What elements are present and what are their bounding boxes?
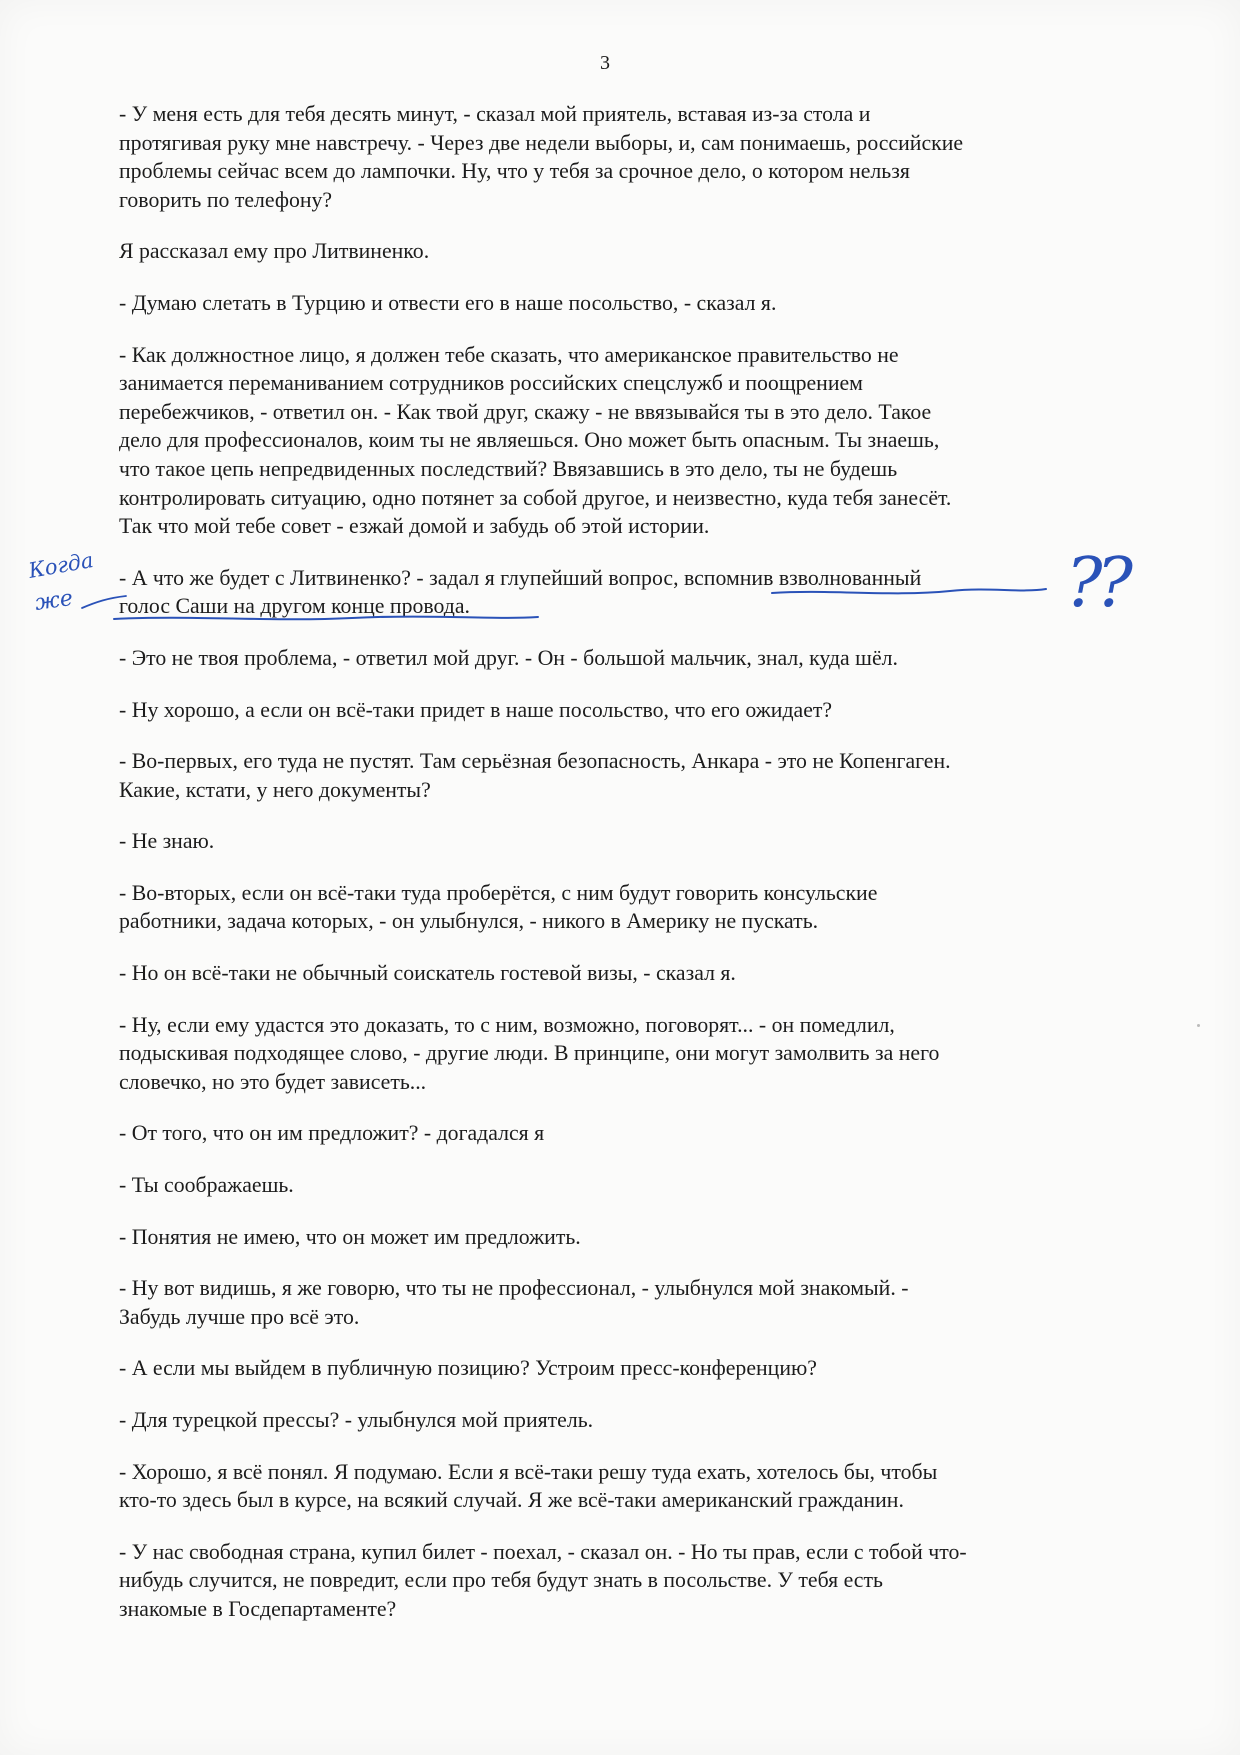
text-line: - Во-первых, его туда не пустят. Там серьёзная безопасность, Анкара - это не Копенгаген. <box>119 749 951 774</box>
text-line: говорить по телефону? <box>119 187 333 212</box>
text-line: знакомые в Госдепартаменте? <box>119 1596 397 1621</box>
text-line: - Ну, если ему удастся это доказать, то с ним, возможно, поговорят... - он помедлил, <box>119 1012 895 1037</box>
text-line: - А что же будет с Литвиненко? - задал я глупейший вопрос, вспомнив взволнованный <box>119 565 922 590</box>
paragraph <box>119 1458 1094 1515</box>
handwritten-margin-note <box>22 548 132 628</box>
question-marks-text: ?? <box>1066 544 1127 623</box>
paragraph <box>119 289 1094 318</box>
text-line: - А если мы выйдем в публичную позицию? Устроим пресс-конференцию? <box>119 1356 817 1381</box>
paragraph <box>119 564 1094 621</box>
paragraph <box>119 879 1094 936</box>
paragraph <box>119 827 1094 856</box>
text-line: работники, задача которых, - он улыбнулся, - никого в Америку не пускать. <box>119 909 819 934</box>
text-line: подыскивая подходящее слово, - другие люди. В принципе, они могут замолвить за него <box>119 1041 940 1066</box>
text-line: контролировать ситуацию, одно потянет за собой другое, и неизвестно, куда тебя занесёт. <box>119 485 952 510</box>
text-line: Забудь лучше про всё это. <box>119 1304 360 1329</box>
margin-note-line-2: же <box>33 585 75 616</box>
text-line: Какие, кстати, у него документы? <box>119 777 431 802</box>
text-line: проблемы сейчас всем до лампочки. Ну, что у тебя за срочное дело, о котором нельзя <box>119 159 910 184</box>
paragraph <box>119 1274 1094 1331</box>
paragraph <box>119 644 1094 673</box>
paragraph <box>119 1538 1094 1624</box>
text-line: словечко, но это будет зависеть... <box>119 1069 427 1094</box>
text-line: - У меня есть для тебя десять минут, - сказал мой приятель, вставая из-за стола и <box>119 102 871 126</box>
text-line: голос Саши на другом конце провода. <box>119 594 470 619</box>
paragraph <box>119 747 1094 804</box>
paragraph <box>119 1354 1094 1383</box>
paragraph <box>119 1011 1094 1097</box>
text-line: - Думаю слетать в Турцию и отвести его в наше посольство, - сказал я. <box>119 290 777 315</box>
paragraph <box>119 1406 1094 1435</box>
text-line: - Хорошо, я всё понял. Я подумаю. Если я всё-таки решу туда ехать, хотелось бы, чтобы <box>119 1459 938 1484</box>
text-line: - Понятия не имею, что он может им предложить. <box>119 1224 581 1249</box>
text-line: дело для профессионалов, коим ты не являешься. Оно может быть опасным. Ты знаешь, <box>119 428 940 453</box>
paragraph <box>119 341 1094 541</box>
text-line: - Не знаю. <box>119 829 215 854</box>
text-line: - Ты соображаешь. <box>119 1173 294 1198</box>
paragraph <box>119 237 1094 266</box>
text-line: - У нас свободная страна, купил билет - поехал, - сказал он. - Но ты прав, если с тобой что- <box>119 1539 967 1564</box>
text-line: - От того, что он им предложит? - догадался я <box>119 1121 545 1146</box>
text-line: - Это не твоя проблема, - ответил мой друг. - Он - большой мальчик, знал, куда шёл. <box>119 645 898 670</box>
document-body <box>119 100 1094 1647</box>
text-line: - Во-вторых, если он всё-таки туда проберётся, с ним будут говорить консульские <box>119 880 878 905</box>
text-line: - Как должностное лицо, я должен тебе сказать, что американское правительство не <box>119 342 899 367</box>
text-line: Так что мой тебе совет - езжай домой и забудь об этой истории. <box>119 514 710 539</box>
scan-speck <box>1197 1024 1200 1027</box>
text-line: протягивая руку мне навстречу. - Через две недели выборы, и, сам понимаешь, российские <box>119 130 964 155</box>
page-number: 3 <box>600 52 610 74</box>
paragraph <box>119 959 1094 988</box>
paragraph <box>119 1223 1094 1252</box>
paragraph <box>119 100 1094 214</box>
text-line: - Ну вот видишь, я же говорю, что ты не профессионал, - улыбнулся мой знакомый. - <box>119 1276 909 1301</box>
margin-note-line-1: Когда <box>26 548 96 583</box>
text-line: кто-то здесь был в курсе, на всякий случай. Я же всё-таки американский гражданин. <box>119 1488 904 1513</box>
text-line: - Для турецкой прессы? - улыбнулся мой приятель. <box>119 1408 594 1432</box>
text-line: Я рассказал ему про Литвиненко. <box>119 239 430 264</box>
text-line: перебежчиков, - ответил он. - Как твой друг, скажу - не ввязывайся ты в это дело. Такое <box>119 399 932 424</box>
paragraph <box>119 696 1094 725</box>
text-line: - Но он всё-таки не обычный соискатель гостевой визы, - сказал я. <box>119 961 736 986</box>
text-line: занимается переманиванием сотрудников российских спецслужб и поощрением <box>119 371 863 396</box>
paragraph <box>119 1119 1094 1148</box>
text-line: нибудь случится, не повредит, если про тебя будут знать в посольстве. У тебя есть <box>119 1568 883 1593</box>
paragraph <box>119 1171 1094 1200</box>
text-line: - Ну хорошо, а если он всё-таки придет в наше посольство, что его ожидает? <box>119 697 833 722</box>
text-line: что такое цепь непредвиденных последствий? Ввязавшись в это дело, ты не будешь <box>119 456 898 481</box>
